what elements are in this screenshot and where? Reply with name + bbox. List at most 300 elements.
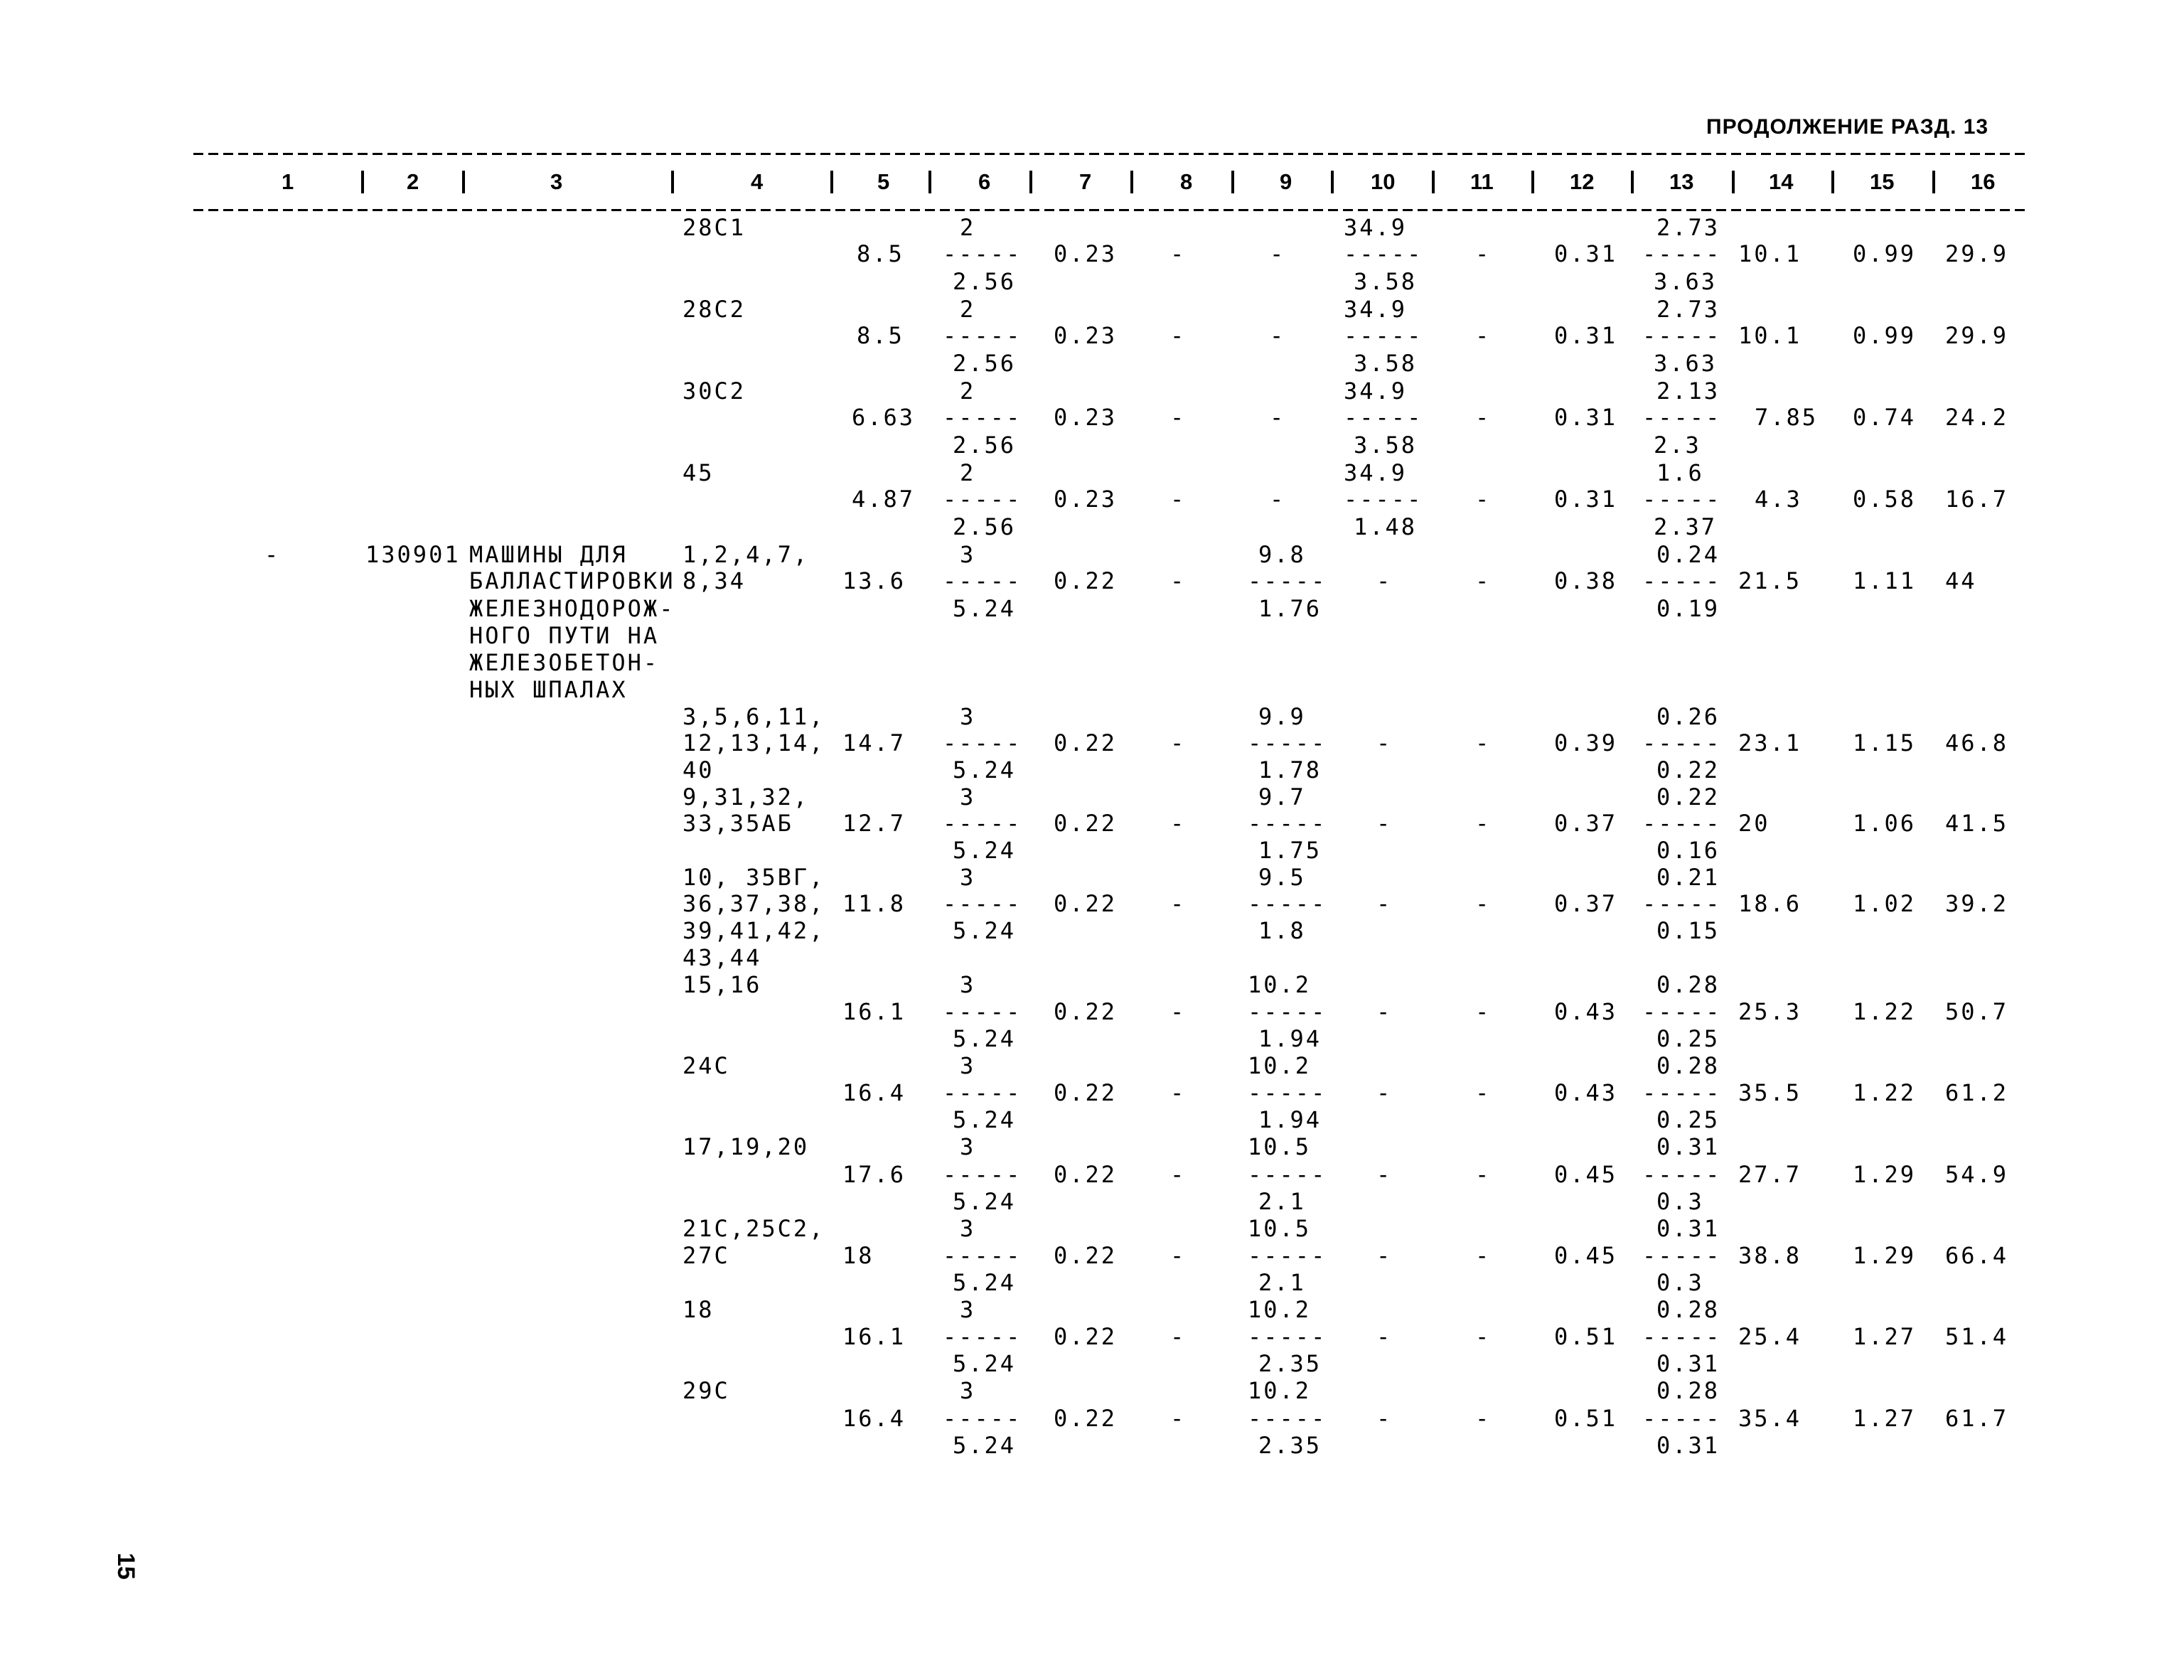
table-cell-text: 16.4 — [842, 1079, 906, 1106]
col-separator — [361, 171, 364, 193]
table-cell-text: 10.5 — [1248, 1133, 1312, 1160]
table-cell-text: 3.58 — [1354, 268, 1418, 295]
table-cell-text: 0.3 — [1656, 1188, 1704, 1215]
table-cell-text: 34.9 — [1344, 296, 1408, 323]
table-cell-text: ----- — [1248, 1405, 1327, 1432]
table-cell-text: 2.13 — [1656, 378, 1720, 405]
table-cell-text: ----- — [1248, 1161, 1327, 1188]
table-cell-text: 2.1 — [1258, 1188, 1306, 1215]
table-cell-text: - — [1170, 1405, 1187, 1432]
table-cell-text: 2.56 — [953, 350, 1017, 377]
table-cell-text: - — [1475, 567, 1492, 594]
table-cell-text: ----- — [1344, 322, 1423, 349]
table-cell-text: 2 — [960, 459, 976, 486]
table-cell-text: 2.35 — [1258, 1350, 1322, 1377]
table-cell-text: 29С — [682, 1377, 730, 1404]
table-cell-text: 0.23 — [1054, 404, 1118, 431]
table-cell-text: 18 — [842, 1242, 874, 1269]
table-cell-text: ----- — [1642, 240, 1722, 267]
col-header-1: 1 — [282, 169, 294, 194]
table-cell-text: - — [1475, 1079, 1492, 1106]
table-cell-text: - — [1376, 890, 1393, 917]
table-cell-text: - — [1475, 810, 1492, 837]
table-cell-text: - — [1170, 567, 1187, 594]
table-cell-text: 3 — [960, 703, 976, 730]
table-cell-text: ----- — [1248, 729, 1327, 756]
table-cell-text: 0.39 — [1554, 729, 1618, 756]
table-cell-text: 1.27 — [1853, 1405, 1917, 1432]
table-cell-text: 1.29 — [1853, 1161, 1917, 1188]
table-cell-text: 0.28 — [1656, 1052, 1720, 1079]
table-cell-text: - — [1376, 1079, 1393, 1106]
table-cell-text: 1.15 — [1853, 729, 1917, 756]
table-cell-text: ЖЕЛЕЗНОДОРОЖ- — [469, 595, 675, 622]
table-cell-text: ----- — [943, 1161, 1022, 1188]
table-cell-text: 39.2 — [1945, 890, 2009, 917]
col-header-15: 15 — [1870, 169, 1895, 194]
table-cell-text: 3.58 — [1354, 432, 1418, 459]
table-cell-text: 0.15 — [1656, 917, 1720, 944]
table-cell-text: 8.5 — [857, 240, 904, 267]
table-cell-text: - — [1270, 486, 1286, 513]
table-cell-text: ----- — [1642, 486, 1722, 513]
table-cell-text: ----- — [1344, 486, 1423, 513]
table-cell-text: 1.8 — [1258, 917, 1306, 944]
table-cell-text: 8,34 — [682, 567, 746, 594]
table-cell-text: 2.35 — [1258, 1432, 1322, 1459]
table-cell-text: 39,41,42, — [682, 917, 825, 944]
table-cell-text: 0.22 — [1054, 1405, 1118, 1432]
table-cell-text: 1.76 — [1258, 595, 1322, 622]
table-cell-text: ----- — [1642, 1161, 1722, 1188]
section-continuation-title: ПРОДОЛЖЕНИЕ РАЗД. 13 — [1706, 115, 1989, 139]
table-cell-text: - — [1376, 998, 1393, 1025]
table-cell-text: 24С — [682, 1052, 730, 1079]
table-cell-text: ----- — [943, 890, 1022, 917]
table-cell-text: 9.8 — [1258, 541, 1306, 568]
table-cell-text: 0.23 — [1054, 486, 1118, 513]
table-cell-text: - — [1376, 1161, 1393, 1188]
col-header-16: 16 — [1971, 169, 1996, 194]
table-cell-text: 0.22 — [1054, 810, 1118, 837]
table-cell-text: - — [1170, 404, 1187, 431]
table-cell-text: ----- — [943, 322, 1022, 349]
table-cell-text: 5.24 — [953, 1188, 1017, 1215]
table-cell-text: 2.1 — [1258, 1269, 1306, 1296]
col-separator — [1531, 171, 1534, 193]
table-cell-text: 5.24 — [953, 917, 1017, 944]
table-cell-text: - — [1170, 1242, 1187, 1269]
col-separator — [462, 171, 465, 193]
table-cell-text: 2 — [960, 296, 976, 323]
table-cell-text: ----- — [943, 1079, 1022, 1106]
table-cell-text: - — [1170, 998, 1187, 1025]
table-cell-text: 0.22 — [1054, 1161, 1118, 1188]
table-cell-text: ----- — [1248, 1242, 1327, 1269]
table-cell-text: 0.31 — [1656, 1350, 1720, 1377]
table-cell-text: - — [1170, 1079, 1187, 1106]
table-cell-text: - — [1475, 322, 1492, 349]
table-cell-text: 1.27 — [1853, 1323, 1917, 1350]
table-cell-text: 0.58 — [1853, 486, 1917, 513]
table-cell-text: 28С2 — [682, 296, 746, 323]
table-cell-text: 5.24 — [953, 837, 1017, 864]
table-cell-text: - — [1376, 729, 1393, 756]
table-cell-text: 3 — [960, 971, 976, 998]
table-cell-text: - — [1475, 890, 1492, 917]
col-separator — [1932, 171, 1935, 193]
table-cell-text: 3 — [960, 783, 976, 810]
table-cell-text: ----- — [943, 729, 1022, 756]
table-cell-text: - — [1376, 1323, 1393, 1350]
table-cell-text: 27С — [682, 1242, 730, 1269]
table-cell-text: ----- — [943, 567, 1022, 594]
table-cell-text: 1.11 — [1853, 567, 1917, 594]
table-cell-text: 0.43 — [1554, 998, 1618, 1025]
table-cell-text: 34.9 — [1344, 459, 1408, 486]
table-cell-text: 1.75 — [1258, 837, 1322, 864]
table-cell-text: 34.9 — [1344, 214, 1408, 241]
table-cell-text: 17.6 — [842, 1161, 906, 1188]
table-cell-text: ----- — [1344, 404, 1423, 431]
table-cell-text: 4.3 — [1755, 486, 1802, 513]
col-separator — [1029, 171, 1032, 193]
table-cell-text: 15,16 — [682, 971, 762, 998]
table-cell-text: 35.5 — [1738, 1079, 1802, 1106]
table-cell-text: - — [1475, 486, 1492, 513]
table-cell-text: - — [1475, 404, 1492, 431]
table-cell-text: 0.24 — [1656, 541, 1720, 568]
table-cell-text: 130901 — [365, 541, 461, 568]
table-cell-text: ----- — [943, 1323, 1022, 1350]
table-cell-text: 2.73 — [1656, 296, 1720, 323]
table-cell-text: ----- — [1248, 567, 1327, 594]
table-cell-text: 0.22 — [1054, 1079, 1118, 1106]
table-cell-text: 45 — [682, 459, 714, 486]
table-cell-text: МАШИНЫ ДЛЯ — [469, 541, 628, 568]
table-cell-text: - — [1170, 240, 1187, 267]
col-header-7: 7 — [1079, 169, 1092, 194]
table-cell-text: - — [1270, 322, 1286, 349]
table-cell-text: 51.4 — [1945, 1323, 2009, 1350]
table-cell-text: ----- — [1344, 240, 1423, 267]
table-cell-text: 0.28 — [1656, 1296, 1720, 1323]
table-cell-text: - — [1376, 1405, 1393, 1432]
table-top-rule — [193, 153, 2026, 155]
table-cell-text: 16.7 — [1945, 486, 2009, 513]
table-cell-text: ----- — [1642, 1242, 1722, 1269]
col-header-2: 2 — [407, 169, 419, 194]
table-cell-text: - — [1475, 1242, 1492, 1269]
table-cell-text: 9,31,32, — [682, 783, 810, 810]
table-cell-text: 0.26 — [1656, 703, 1720, 730]
table-cell-text: 1.48 — [1354, 513, 1418, 540]
table-cell-text: 1.78 — [1258, 756, 1322, 783]
table-cell-text: 24.2 — [1945, 404, 2009, 431]
table-cell-text: - — [1475, 729, 1492, 756]
table-cell-text: 0.22 — [1054, 1242, 1118, 1269]
table-cell-text: ----- — [943, 240, 1022, 267]
table-cell-text: 0.22 — [1054, 998, 1118, 1025]
table-cell-text: 0.23 — [1054, 240, 1118, 267]
table-cell-text: - — [1475, 1161, 1492, 1188]
table-cell-text: 2.3 — [1654, 432, 1701, 459]
table-cell-text: 5.24 — [953, 756, 1017, 783]
table-cell-text: 29.9 — [1945, 240, 2009, 267]
table-cell-text: 43,44 — [682, 944, 762, 971]
col-separator — [1130, 171, 1133, 193]
table-cell-text: ----- — [1248, 1323, 1327, 1350]
table-cell-text: 0.28 — [1656, 1377, 1720, 1404]
table-cell-text: 0.22 — [1656, 756, 1720, 783]
table-cell-text: ЖЕЛЕЗОБЕТОН- — [469, 649, 660, 676]
table-cell-text: ----- — [1248, 998, 1327, 1025]
table-cell-text: - — [1376, 1242, 1393, 1269]
table-cell-text: 1.94 — [1258, 1106, 1322, 1133]
table-cell-text: 28С1 — [682, 214, 746, 241]
table-cell-text: 3 — [960, 1296, 976, 1323]
table-cell-text: 3 — [960, 1133, 976, 1160]
table-cell-text: 66.4 — [1945, 1242, 2009, 1269]
table-cell-text: 10.2 — [1248, 1296, 1312, 1323]
table-cell-text: 10.1 — [1738, 240, 1802, 267]
table-cell-text: ----- — [1248, 1079, 1327, 1106]
table-cell-text: 12,13,14, — [682, 729, 825, 756]
table-cell-text: 0.22 — [1054, 729, 1118, 756]
table-cell-text: 0.45 — [1554, 1161, 1618, 1188]
table-cell-text: 7.85 — [1755, 404, 1819, 431]
table-cell-text: 35.4 — [1738, 1405, 1802, 1432]
table-cell-text: 0.31 — [1656, 1432, 1720, 1459]
table-cell-text: 0.21 — [1656, 864, 1720, 891]
col-header-5: 5 — [877, 169, 890, 194]
table-cell-text: 0.31 — [1554, 486, 1618, 513]
col-header-11: 11 — [1470, 169, 1494, 194]
table-cell-text: 41.5 — [1945, 810, 2009, 837]
table-cell-text: 16.4 — [842, 1405, 906, 1432]
col-separator — [1331, 171, 1334, 193]
table-cell-text: - — [1170, 322, 1187, 349]
table-cell-text: 3 — [960, 1052, 976, 1079]
table-cell-text: 44 — [1945, 567, 1977, 594]
table-cell-text: 3 — [960, 1215, 976, 1242]
table-cell-text: 30С2 — [682, 378, 746, 405]
table-cell-text: ----- — [1248, 890, 1327, 917]
table-cell-text: - — [1475, 1405, 1492, 1432]
table-cell-text: - — [1475, 1323, 1492, 1350]
col-header-8: 8 — [1180, 169, 1193, 194]
col-header-10: 10 — [1371, 169, 1396, 194]
table-cell-text: 1.29 — [1853, 1242, 1917, 1269]
table-cell-text: - — [1475, 998, 1492, 1025]
table-cell-text: 0.99 — [1853, 240, 1917, 267]
table-cell-text: 0.25 — [1656, 1106, 1720, 1133]
table-cell-text: 0.22 — [1054, 567, 1118, 594]
table-cell-text: 3.63 — [1654, 268, 1718, 295]
table-cell-text: 1.94 — [1258, 1025, 1322, 1052]
table-cell-text: 5.24 — [953, 1025, 1017, 1052]
table-cell-text: ----- — [1642, 810, 1722, 837]
table-cell-text: 61.7 — [1945, 1405, 2009, 1432]
table-cell-text: - — [1475, 240, 1492, 267]
col-separator — [1432, 171, 1435, 193]
table-cell-text: 10.2 — [1248, 1377, 1312, 1404]
table-cell-text: 5.24 — [953, 1106, 1017, 1133]
table-cell-text: 0.38 — [1554, 567, 1618, 594]
table-cell-text: 0.22 — [1054, 890, 1118, 917]
table-cell-text: - — [1170, 1323, 1187, 1350]
table-cell-text: 3 — [960, 541, 976, 568]
table-cell-text: 11.8 — [842, 890, 906, 917]
table-cell-text: 10.1 — [1738, 322, 1802, 349]
col-header-9: 9 — [1280, 169, 1292, 194]
col-separator — [830, 171, 833, 193]
col-separator — [1831, 171, 1834, 193]
table-cell-text: 21С,25С2, — [682, 1215, 825, 1242]
table-cell-text: 0.16 — [1656, 837, 1720, 864]
table-cell-text: 0.25 — [1656, 1025, 1720, 1052]
table-cell-text: 0.23 — [1054, 322, 1118, 349]
table-cell-text: 3 — [960, 1377, 976, 1404]
table-cell-text: ----- — [1642, 567, 1722, 594]
table-cell-text: ----- — [943, 404, 1022, 431]
table-cell-text: 61.2 — [1945, 1079, 2009, 1106]
table-cell-text: 20 — [1738, 810, 1770, 837]
table-cell-text: 25.4 — [1738, 1323, 1802, 1350]
table-cell-text: 0.31 — [1554, 322, 1618, 349]
table-cell-text: 16.1 — [842, 1323, 906, 1350]
col-header-6: 6 — [978, 169, 991, 194]
table-cell-text: 10.5 — [1248, 1215, 1312, 1242]
table-cell-text: 2.73 — [1656, 214, 1720, 241]
table-cell-text: 46.8 — [1945, 729, 2009, 756]
col-header-13: 13 — [1669, 169, 1694, 194]
table-cell-text: ----- — [1642, 322, 1722, 349]
table-cell-text: ----- — [1642, 890, 1722, 917]
table-cell-text: 18.6 — [1738, 890, 1802, 917]
col-header-4: 4 — [751, 169, 764, 194]
table-cell-text: - — [1170, 810, 1187, 837]
table-cell-text: 5.24 — [953, 1432, 1017, 1459]
table-cell-text: ----- — [943, 1405, 1022, 1432]
table-cell-text: 9.9 — [1258, 703, 1306, 730]
table-cell-text: - — [1170, 890, 1187, 917]
col-separator — [928, 171, 931, 193]
table-cell-text: 18 — [682, 1296, 714, 1323]
table-cell-text: 5.24 — [953, 1269, 1017, 1296]
col-separator — [1231, 171, 1234, 193]
table-cell-text: ----- — [1642, 1323, 1722, 1350]
table-cell-text: 34.9 — [1344, 378, 1408, 405]
table-cell-text: 5.24 — [953, 595, 1017, 622]
table-cell-text: 2.37 — [1654, 513, 1718, 540]
col-separator — [1732, 171, 1735, 193]
table-cell-text: 1.22 — [1853, 1079, 1917, 1106]
table-cell-text: 40 — [682, 756, 714, 783]
table-cell-text: 3.58 — [1354, 350, 1418, 377]
table-cell-text: 0.99 — [1853, 322, 1917, 349]
table-cell-text: 0.74 — [1853, 404, 1917, 431]
table-cell-text: 0.22 — [1656, 783, 1720, 810]
table-cell-text: 0.43 — [1554, 1079, 1618, 1106]
table-cell-text: - — [1376, 567, 1393, 594]
table-cell-text: 16.1 — [842, 998, 906, 1025]
table-cell-text: 1.02 — [1853, 890, 1917, 917]
table-cell-text: 0.31 — [1656, 1215, 1720, 1242]
table-cell-text: ----- — [1642, 404, 1722, 431]
table-cell-text: 38.8 — [1738, 1242, 1802, 1269]
table-cell-text: 17,19,20 — [682, 1133, 810, 1160]
col-separator — [671, 171, 674, 193]
table-cell-text: 2.56 — [953, 268, 1017, 295]
table-cell-text: 0.31 — [1554, 240, 1618, 267]
table-cell-text: 14.7 — [842, 729, 906, 756]
table-cell-text: 3.63 — [1654, 350, 1718, 377]
table-cell-text: 3,5,6,11, — [682, 703, 825, 730]
table-cell-text: ----- — [1248, 810, 1327, 837]
table-cell-text: 0.22 — [1054, 1323, 1118, 1350]
col-header-14: 14 — [1769, 169, 1794, 194]
table-cell-text: 2.56 — [953, 432, 1017, 459]
table-cell-text: 2 — [960, 214, 976, 241]
table-cell-text: 3 — [960, 864, 976, 891]
table-cell-text: 0.51 — [1554, 1405, 1618, 1432]
table-cell-text: - — [1376, 810, 1393, 837]
table-cell-text: 0.37 — [1554, 810, 1618, 837]
table-cell-text: ----- — [1642, 1079, 1722, 1106]
table-cell-text: 5.24 — [953, 1350, 1017, 1377]
table-cell-text: ----- — [943, 486, 1022, 513]
table-header-rule — [193, 209, 2026, 211]
table-cell-text: 21.5 — [1738, 567, 1802, 594]
table-cell-text: 8.5 — [857, 322, 904, 349]
table-cell-text: 27.7 — [1738, 1161, 1802, 1188]
table-cell-text: - — [1170, 1161, 1187, 1188]
table-cell-text: 0.51 — [1554, 1323, 1618, 1350]
table-cell-text: 12.7 — [842, 810, 906, 837]
col-header-3: 3 — [550, 169, 563, 194]
table-cell-text: - — [1270, 240, 1286, 267]
table-cell-text: 10.2 — [1248, 1052, 1312, 1079]
table-cell-text: 1.06 — [1853, 810, 1917, 837]
table-cell-text: 1.22 — [1853, 998, 1917, 1025]
table-cell-text: 13.6 — [842, 567, 906, 594]
table-cell-text: 0.3 — [1656, 1269, 1704, 1296]
table-cell-text: 9.5 — [1258, 864, 1306, 891]
table-cell-text: 54.9 — [1945, 1161, 2009, 1188]
table-cell-text: - — [1270, 404, 1286, 431]
page-number: 15 — [112, 1553, 139, 1580]
table-cell-text: 2.56 — [953, 513, 1017, 540]
table-cell-text: 25.3 — [1738, 998, 1802, 1025]
table-cell-text: ----- — [943, 1242, 1022, 1269]
table-cell-text: 4.87 — [852, 486, 916, 513]
table-cell-text: - — [1170, 729, 1187, 756]
table-cell-text: 29.9 — [1945, 322, 2009, 349]
table-cell-text: 2 — [960, 378, 976, 405]
table-cell-text: 0.31 — [1554, 404, 1618, 431]
col-separator — [1631, 171, 1634, 193]
table-cell-text: - — [264, 541, 281, 568]
table-cell-text: 23.1 — [1738, 729, 1802, 756]
table-cell-text: НЫХ ШПАЛАХ — [469, 676, 628, 703]
table-cell-text: ----- — [1642, 729, 1722, 756]
table-cell-text: 33,35АБ — [682, 810, 793, 837]
table-cell-text: 6.63 — [852, 404, 916, 431]
table-cell-text: 0.19 — [1656, 595, 1720, 622]
table-cell-text: ----- — [1642, 1405, 1722, 1432]
table-cell-text: 10, 35ВГ, — [682, 864, 825, 891]
